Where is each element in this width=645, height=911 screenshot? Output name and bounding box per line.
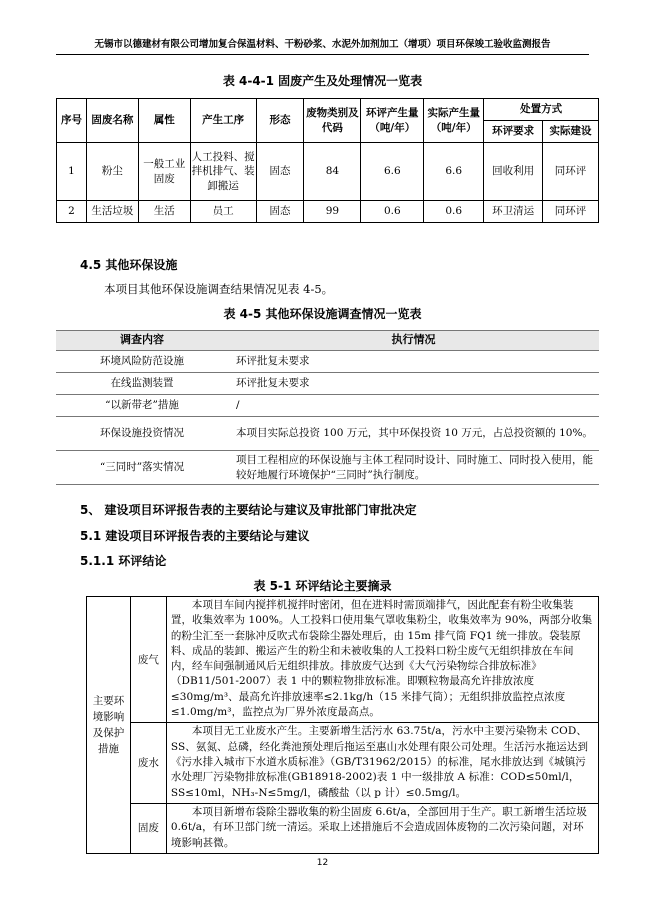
table-cell: 99 [304,201,361,223]
header-item: 调查内容 [56,331,228,351]
table-cell: 84 [304,143,361,201]
table-cell: 环评批复未要求 [228,373,599,395]
table-cell: 环卫清运 [484,201,543,223]
table-cell: 同环评 [543,201,599,223]
table-cell: 2 [57,201,87,223]
table-cell: 人工投料、搅拌机排气、装卸搬运 [190,143,256,201]
table-cell: 项目工程相应的环保设施与主体工程同时设计、同时施工、同时投入使用，能较好地履行环境保护“三同时”执行制度。 [228,451,599,485]
table-cell: 环评批复未要求 [228,351,599,373]
row-type: 固废 [130,803,166,853]
section-45-intro: 本项目其他环保设施调查结果情况见表 4-5。 [104,282,334,296]
row-type: 废气 [130,597,166,723]
table-cell: 生活 [138,201,190,223]
table-cell: 在线监测装置 [56,373,228,395]
table-cell: 一般工业固废 [138,143,190,201]
table-cell: 1 [57,143,87,201]
row-text: 本项目车间内搅拌机搅拌时密闭，但在进料时需顶端排气，因此配套有粉尘收集装置，收集效率为 100%。人工投料口使用集气罩收集粉尘，收集效率为 90%，两部分收集的粉尘汇至一套脉冲反吹式布袋除尘器处理后，由 15m 排气筒 FQ1 统一排放。袋装原料、成品的装卸、搬运产生的粉尘和未被收集的人工投料口粉尘废气无组织排放在车间内，经车间强制通风后无组织排放。排放废气达到《大气污染物综合排放标准》（DB11/501-2007）表 1 中的颗粒物排放标准。即颗粒物最高允许排放浓度≤30mg/m³、最高允许排放速率≤2.1kg/h（15 米排气筒）；无组织排放监控点浓度≤1.0mg/m³，监控点为厂界外浓度最高点。 [166,597,598,723]
table-cell: 6.6 [361,143,424,201]
section-5-title: 5、 建设项目环评报告表的主要结论与建议及审批部门审批决定 [80,503,417,517]
eia-conclusion-table [86,596,599,854]
header-eia-req: 环评要求 [484,121,543,143]
table-cell: 粉尘 [86,143,138,201]
table-cell: 本项目实际总投资 100 万元，其中环保投资 10 万元，占总投资额的 10%。 [228,417,599,451]
header-name: 固废名称 [86,99,138,143]
table-cell: 同环评 [543,143,599,201]
table-cell: 0.6 [424,201,484,223]
table-441-caption: 表 4-4-1 固废产生及处理情况一览表 [222,74,423,88]
header-actual-amount: 实际产生量（吨/年） [424,99,484,143]
section-51-title: 5.1 建设项目环评报告表的主要结论与建议 [80,529,310,543]
header-attr: 属性 [138,99,190,143]
header-disposal: 处置方式 [484,99,599,121]
table-cell: 员工 [190,201,256,223]
section-45-title: 4.5 其他环保设施 [80,258,178,272]
table-45-caption: 表 4-5 其他环保设施调查情况一览表 [223,307,422,321]
table-cell: 回收利用 [484,143,543,201]
table-cell: 固态 [256,143,304,201]
table-cell: “以新带老”措施 [56,395,228,417]
table-cell: 环境风险防范设施 [56,351,228,373]
solid-waste-table [56,98,599,223]
table-cell: 生活垃圾 [86,201,138,223]
page-header: 无锡市以德建材有限公司增加复合保温材料、干粉砂浆、水泥外加剂加工（增项）项目环保竣工验收监测报告 [56,36,589,55]
table-cell: 6.6 [424,143,484,201]
row-text: 本项目新增布袋除尘器收集的粉尘固废 6.6t/a，全部回用于生产。职工新增生活垃圾 0.6t/a，有环卫部门统一清运。采取上述措施后不会造成固体废物的二次污染问题，对环境影响甚微。 [166,803,598,853]
header-seq: 序号 [57,99,87,143]
table-cell: “三同时”落实情况 [56,451,228,485]
header-actual-build: 实际建设 [543,121,599,143]
table-cell: 0.6 [361,201,424,223]
row-type: 废水 [130,723,166,803]
table-cell: / [228,395,599,417]
table-cell: 环保设施投资情况 [56,417,228,451]
group-label: 主要环境影响及保护措施 [87,597,131,854]
row-text: 本项目无工业废水产生。主要新增生活污水 63.75t/a，污水中主要污染物未 COD、SS、氨氮、总磷，经化粪池预处理后拖运至惠山水处理有限公司处理。生活污水拖运达到《污水排入城市下水道水质标准》（GB/T31962/2015）的标准，尾水排放达到《城镇污水处理厂污染物排放标准(GB18918-2002)表 1 中一级排放 A 标准：COD≤50ml/l，SS≤10ml，NH₃-N≤5mg/l，磷酸盐（以 p 计）≤0.5mg/l。 [166,723,598,803]
other-facilities-table [56,330,599,485]
header-form: 形态 [256,99,304,143]
table-51-caption: 表 5-1 环评结论主要摘录 [253,579,392,593]
table-cell: 固态 [256,201,304,223]
header-eia-amount: 环评产生量（吨/年） [361,99,424,143]
page-number: 12 [316,858,329,868]
header-status: 执行情况 [228,331,599,351]
section-511-title: 5.1.1 环评结论 [80,554,167,568]
header-code: 废物类别及代码 [304,99,361,143]
header-process: 产生工序 [190,99,256,143]
